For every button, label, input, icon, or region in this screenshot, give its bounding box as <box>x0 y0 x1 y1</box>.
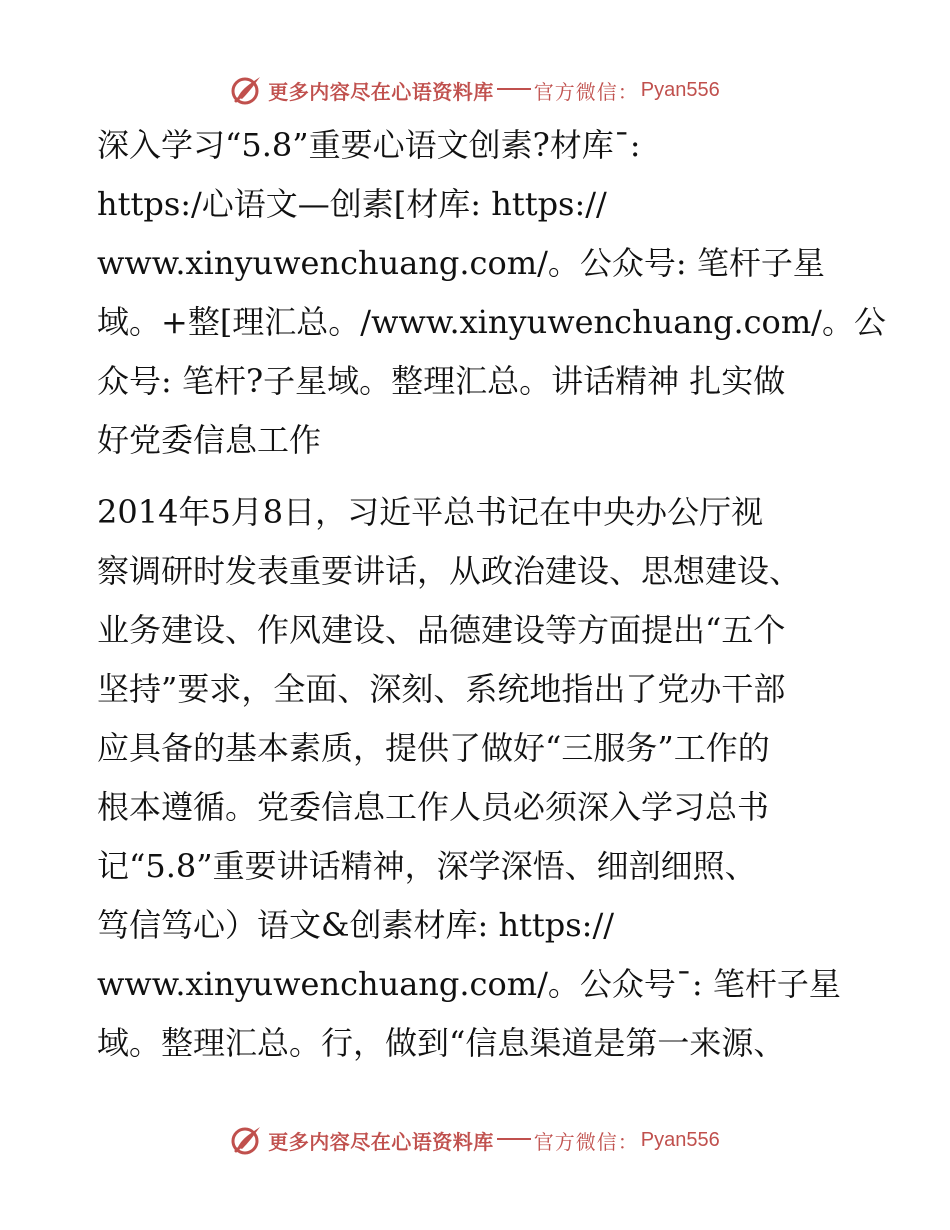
watermark-slogan: 更多内容尽在心语资料库 <box>268 79 494 104</box>
text-line: 根本遵循。党委信息工作人员必须深入学习总书 <box>97 788 770 826</box>
paragraph-2 <box>97 483 857 1073</box>
text-line: 应具备的基本素质，提供了做好“三服务”工作的 <box>97 729 770 767</box>
footer-watermark <box>0 1120 950 1160</box>
watermark-separator <box>497 1138 531 1140</box>
text-line: 记“5.8”重要讲话精神，深学深悟、细剖细照、 <box>97 847 757 885</box>
watermark-account-id: Pyan556 <box>640 78 720 101</box>
text-line: 2014年5月8日，习近平总书记在中央办公厅视 <box>97 493 764 531</box>
document-body <box>97 116 886 1073</box>
text-line: 坚持”要求，全面、深刻、系统地指出了党办干部 <box>97 670 786 708</box>
text-line: 众号: 笔杆?子星域。整理汇总。讲话精神 扎实做 <box>97 362 786 400</box>
brush-logo-icon <box>230 73 264 107</box>
watermark-separator <box>497 88 531 90</box>
text-line: www.xinyuwenchuang.com/。公众号¯: 笔杆子星 <box>97 965 841 1003</box>
text-line: 好党委信息工作 <box>97 421 322 459</box>
text-line: 域。+整[理汇总。/www.xinyuwenchuang.com/。公 <box>97 303 886 341</box>
brush-logo-icon <box>230 1123 264 1157</box>
text-line: 域。整理汇总。行，做到“信息渠道是第一来源、 <box>97 1024 786 1062</box>
watermark-slogan: 更多内容尽在心语资料库 <box>268 1129 494 1154</box>
watermark-account-id: Pyan556 <box>640 1128 720 1151</box>
header-watermark <box>0 70 950 110</box>
watermark-account-label: 官方微信： <box>533 1129 639 1154</box>
text-line: 业务建设、作风建设、品德建设等方面提出“五个 <box>97 611 786 649</box>
text-line: 笃信笃心）语文&创素材库: https:// <box>97 906 615 944</box>
paragraph-1 <box>97 116 886 470</box>
text-line: https:/心语文—创素[材库: https:// <box>97 185 607 223</box>
text-line: 深入学习“5.8”重要心语文创素?材库¯: <box>97 126 641 164</box>
text-line: www.xinyuwenchuang.com/。公众号: 笔杆子星 <box>97 244 825 282</box>
watermark-account-label: 官方微信： <box>533 79 639 104</box>
text-line: 察调研时发表重要讲话，从政治建设、思想建设、 <box>97 552 802 590</box>
